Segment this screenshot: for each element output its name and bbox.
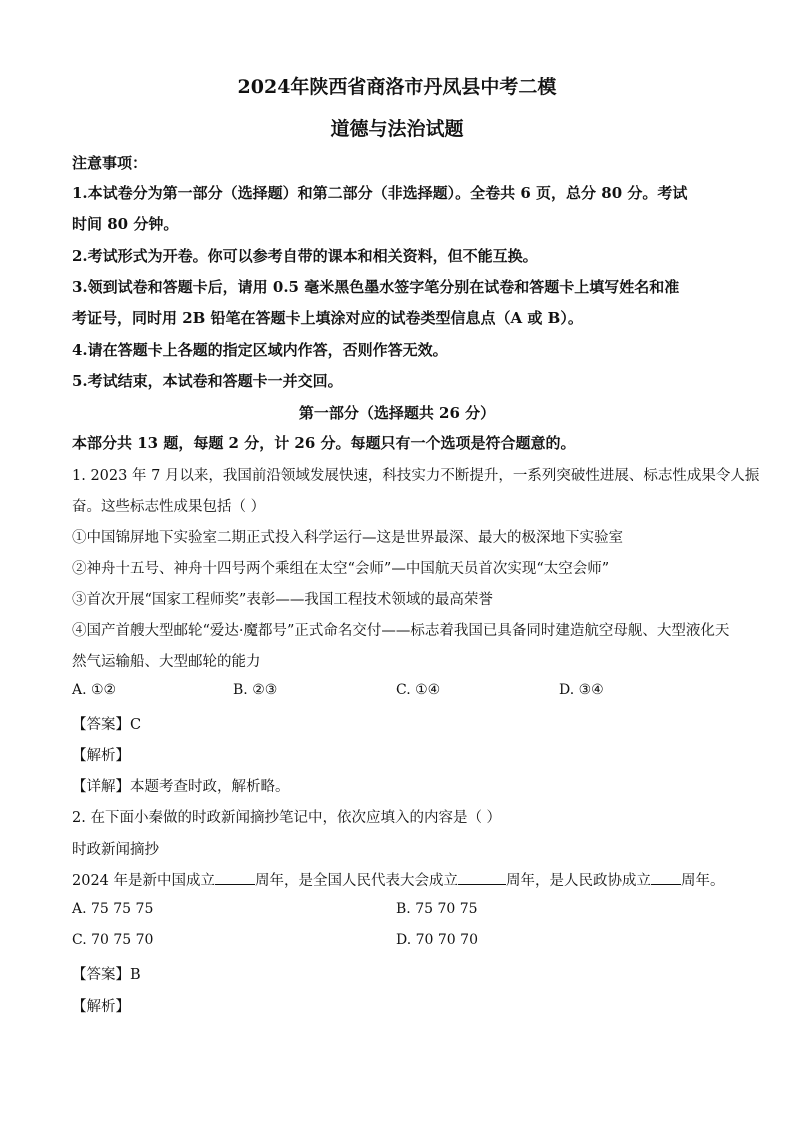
exam-subtitle: 道德与法治试题 — [330, 118, 464, 140]
notice-item-1-line-1: 1.本试卷分为第一部分（选择题）和第二部分（非选择题）。全卷共 6 页，总分 80 分。考试 — [72, 184, 688, 202]
q1-stem-line-1: 1. 2023 年 7 月以来，我国前沿领域发展快速，科技实力不断提升，一系列突破性进展、标志性成果令人振 — [72, 468, 760, 484]
q2-option-b: B. 75 70 75 — [396, 901, 478, 917]
notice-item-1-line-2: 时间 80 分钟。 — [72, 215, 179, 233]
fill-blank-3 — [651, 870, 681, 885]
q1-detail: 【详解】本题考查时政，解析略。 — [72, 779, 290, 795]
q1-option-c: C. ①④ — [396, 682, 441, 698]
exam-title: 2024年陕西省商洛市丹凤县中考二模 — [237, 76, 557, 98]
fill-blank-2 — [458, 870, 506, 885]
q1-option-d: D. ③④ — [559, 682, 604, 698]
part1-instruction: 本部分共 13 题，每题 2 分，计 26 分。每题只有一个选项是符合题意的。 — [72, 434, 576, 452]
q1-answer: 【答案】C — [72, 717, 142, 733]
q2-option-d: D. 70 70 70 — [396, 932, 478, 948]
q2-note-part-2: 周年，是全国人民代表大会成立 — [255, 873, 459, 889]
q1-option-b: B. ②③ — [233, 682, 278, 698]
q2-note-part-4: 周年。 — [681, 873, 725, 889]
q2-analysis-label: 【解析】 — [72, 999, 130, 1015]
q1-statement-1: ①中国锦屏地下实验室二期正式投入科学运行—这是世界最深、最大的极深地下实验室 — [72, 530, 623, 546]
q2-note-sentence — [72, 869, 734, 890]
notice-item-3-line-2: 考证号，同时用 2B 铅笔在答题卡上填涂对应的试卷类型信息点（A 或 B）。 — [72, 309, 583, 327]
q1-statement-4-line-1: ④国产首艘大型邮轮“爱达·魔都号”正式命名交付——标志着我国已具备同时建造航空母舰、大型液化天 — [72, 623, 730, 639]
q2-stem: 2. 在下面小秦做的时政新闻摘抄笔记中，依次应填入的内容是（ ） — [72, 810, 502, 826]
notice-item-5: 5.考试结束，本试卷和答题卡一并交回。 — [72, 372, 343, 390]
fill-blank-1 — [215, 870, 255, 885]
q1-stem-line-2: 奋。这些标志性成果包括（ ） — [72, 499, 266, 515]
q1-option-a: A. ①② — [72, 682, 117, 698]
part1-heading: 第一部分（选择题共 26 分） — [298, 404, 496, 422]
q2-note-part-3: 周年，是人民政协成立 — [506, 873, 652, 889]
q2-option-a: A. 75 75 75 — [72, 901, 154, 917]
q1-statement-4-line-2: 然气运输船、大型邮轮的能力 — [72, 654, 261, 670]
q1-statement-3: ③首次开展“国家工程师奖”表彰——我国工程技术领域的最高荣誉 — [72, 592, 493, 608]
notice-item-2: 2.考试形式为开卷。你可以参考自带的课本和相关资料，但不能互换。 — [72, 247, 538, 265]
notice-item-4: 4.请在答题卡上各题的指定区域内作答，否则作答无效。 — [72, 341, 448, 359]
notice-item-3-line-1: 3.领到试卷和答题卡后，请用 0.5 毫米黑色墨水签字笔分别在试卷和答题卡上填写姓名和准 — [72, 278, 680, 296]
notice-heading: 注意事项： — [72, 154, 148, 172]
q1-analysis-label: 【解析】 — [72, 748, 130, 764]
q2-option-c: C. 70 75 70 — [72, 932, 154, 948]
q1-statement-2: ②神舟十五号、神舟十四号两个乘组在太空“会师”—中国航天员首次实现“太空会师” — [72, 561, 610, 577]
q2-answer: 【答案】B — [72, 967, 141, 983]
q2-note-part-1: 2024 年是新中国成立 — [72, 873, 216, 889]
q2-note-title: 时政新闻摘抄 — [72, 842, 159, 858]
